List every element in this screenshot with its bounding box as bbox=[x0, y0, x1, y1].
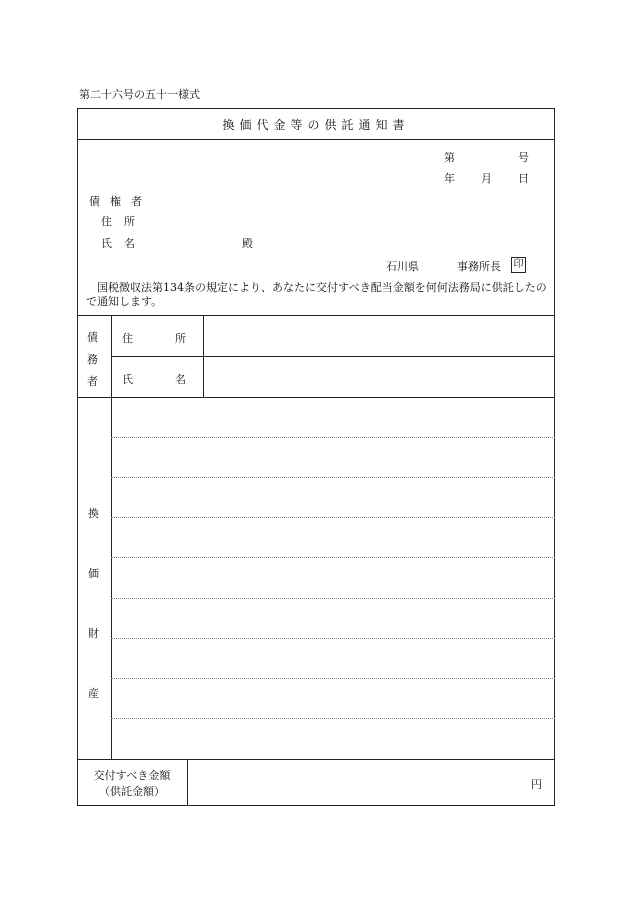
property-label bbox=[88, 484, 102, 724]
property-rule-1 bbox=[111, 437, 555, 438]
amount-label-line2: （供託金額） bbox=[99, 785, 165, 798]
debtor-address-field[interactable] bbox=[204, 316, 554, 355]
debtor-name-field[interactable] bbox=[204, 357, 554, 396]
property-rule-5 bbox=[111, 598, 555, 599]
number-prefix: 第 bbox=[444, 151, 455, 164]
honorific: 殿 bbox=[242, 237, 253, 250]
date-month: 月 bbox=[481, 172, 492, 185]
amount-unit: 円 bbox=[531, 778, 542, 791]
amount-label-line1: 交付すべき金額 bbox=[93, 769, 171, 782]
title-divider bbox=[77, 139, 555, 140]
form-number: 第二十六号の五十一様式 bbox=[79, 88, 200, 101]
debtor-address-label: 住所 bbox=[122, 332, 228, 345]
property-rule-4 bbox=[111, 557, 555, 558]
property-rule-2 bbox=[111, 477, 555, 478]
debtor-label-text: 債務者 bbox=[87, 331, 98, 388]
seal-mark: 印 bbox=[511, 257, 526, 273]
date-day: 日 bbox=[518, 172, 529, 185]
number-suffix: 号 bbox=[518, 151, 529, 164]
creditor-label: 債権者 bbox=[89, 195, 152, 208]
issuer-office-head: 事務所長 bbox=[457, 260, 501, 273]
property-rule-3 bbox=[111, 517, 555, 518]
property-label-text: 換価財産 bbox=[88, 507, 99, 700]
creditor-name-label: 氏名 bbox=[101, 237, 147, 250]
amount-field[interactable] bbox=[188, 760, 554, 805]
property-rule-6 bbox=[111, 638, 555, 639]
debtor-label bbox=[87, 327, 101, 393]
property-rule-7 bbox=[111, 678, 555, 679]
property-field[interactable] bbox=[112, 398, 554, 758]
notice-text: 国税徴収法第134条の規定により、あなたに交付すべき配当金額を何何法務局に供託したので通知します。 bbox=[86, 281, 547, 308]
property-rule-8 bbox=[111, 718, 555, 719]
issuer-prefecture: 石川県 bbox=[386, 260, 419, 273]
form-title: 換価代金等の供託通知書 bbox=[222, 118, 410, 132]
creditor-address-label: 住所 bbox=[101, 215, 147, 228]
debtor-name-label: 氏名 bbox=[122, 373, 228, 386]
date-year: 年 bbox=[444, 172, 455, 185]
